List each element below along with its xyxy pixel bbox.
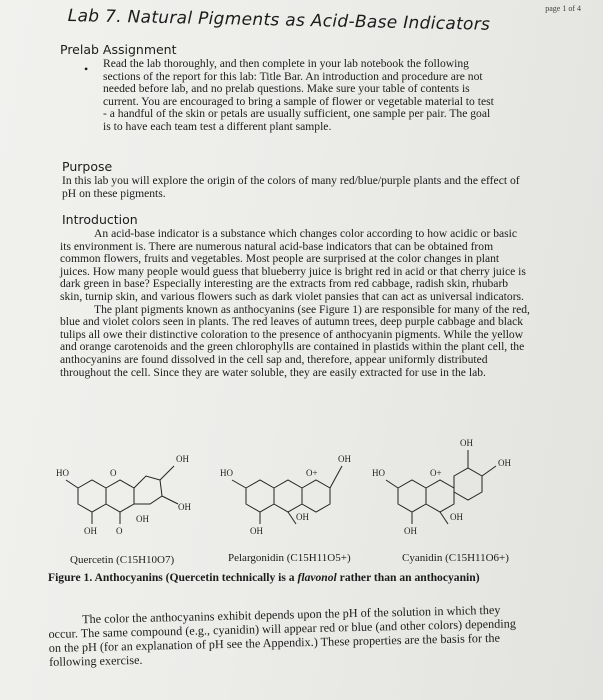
quercetin-structure	[66, 466, 178, 524]
page-title: Lab 7. Natural Pigments as Acid-Base Indicators	[67, 6, 491, 35]
cyanidin-ho-label: HO	[372, 468, 385, 478]
intro-paragraph-1: An acid-base indicator is a substance which changes color according to how acidic or basic its environment is. There are numerous natural acid-base indicators that can be obtained from common flowers, fruits and vegetables. Most people are surprised at the color changes in plant juices. How many people would guess that blueberry juice is bright red in acid or that cherry juice is dark green in base? Especially interesting are the extracts from red cabbage, radish skin, rhubarb skin, turnip skin, and various flowers such as dark violet pansies that can act as universal indicators.	[60, 227, 526, 303]
pelargonidin-oplus-label: O+	[306, 468, 318, 478]
quercetin-oh-bottom-label: OH	[84, 526, 97, 536]
quercetin-ho-label: HO	[56, 468, 69, 478]
introduction-block	[60, 228, 530, 379]
introduction-heading: Introduction	[62, 212, 138, 227]
pelargonidin-ho-label: HO	[220, 468, 233, 478]
caption-prefix: Figure 1. Anthocyanins (Quercetin technically is a	[48, 571, 298, 584]
cyanidin-oh-side-label: OH	[498, 458, 511, 468]
quercetin-o-label: O	[110, 468, 117, 478]
prelab-heading: Prelab Assignment	[60, 42, 177, 57]
quercetin-carbonyl-label: O	[116, 526, 123, 536]
intro-paragraph-2: The plant pigments known as anthocyanins (see Figure 1) are responsible for many of the red, blue and violet colors seen in plants. The red leaves of autumn trees, deep purple cabbage and black tulips all owe their distinctive coloration to the presence of anthocyanin pigments. While the yellow and orange carotenoids and the green chlorophylls are contained in plastids within the plant cell, the anthocyanins are found dissolved in the cell sap and, therefore, appear uniformly distributed throughout the cell. Since they are water soluble, they are easily extracted for use in the lab.	[60, 302, 530, 379]
pelargonidin-oh-bottom-label: OH	[250, 526, 263, 536]
page-number: page 1 of 4	[545, 4, 581, 13]
cyanidin-oh-top-label: OH	[460, 438, 473, 448]
cyanidin-label: Cyanidin (C15H11O6+)	[402, 552, 509, 564]
caption-suffix: rather than an anthocyanin)	[336, 571, 480, 584]
caption-emphasis: flavonol	[297, 571, 337, 584]
closing-block	[48, 602, 527, 669]
cyanidin-oh-mid-label: OH	[450, 512, 463, 522]
quercetin-oh-side-label: OH	[178, 502, 191, 512]
anthocyanin-figure	[50, 410, 570, 590]
purpose-block	[62, 175, 524, 200]
closing-paragraph: The color the anthocyanins exhibit depends upon the pH of the solution in which they occur. The same compound (e.g., cyanidin) will appear red or blue (and other colors) depending on the pH (for an explanation of pH see the Appendix.) These properties are the basis for the following exercise.	[48, 602, 516, 669]
pelargonidin-oh-mid-label: OH	[296, 512, 309, 522]
cyanidin-oh-bottom-label: OH	[404, 526, 417, 536]
bullet-marker: •	[84, 62, 89, 76]
purpose-heading: Purpose	[62, 159, 113, 174]
prelab-text: Read the lab thoroughly, and then complete in your lab notebook the following sections of the report for this lab: Title Bar. An introduction and procedure are not needed before lab, and no prelab questions. Make sure your table of contents is current. You are encouraged to bring a sample of flower or vegetable material to test - a handful of the skin or petals are usually sufficient, one sample per pair. The goal is to have each team test a different plant sample.	[103, 57, 494, 133]
quercetin-oh-top-label: OH	[176, 454, 189, 464]
pelargonidin-structure	[232, 466, 342, 524]
quercetin-oh-mid-label: OH	[136, 514, 149, 524]
quercetin-label: Quercetin (C15H10O7)	[70, 554, 175, 566]
cyanidin-structure	[386, 450, 496, 524]
figure-caption	[48, 571, 480, 584]
cyanidin-oplus-label: O+	[430, 468, 442, 478]
prelab-text-block	[103, 58, 498, 134]
pelargonidin-oh-top-label: OH	[338, 454, 351, 464]
purpose-text: In this lab you will explore the origin of the colors of many red/blue/purple plants and the effect of pH on these pigments.	[62, 174, 520, 200]
pelargonidin-label: Pelargonidin (C15H11O5+)	[228, 552, 351, 564]
